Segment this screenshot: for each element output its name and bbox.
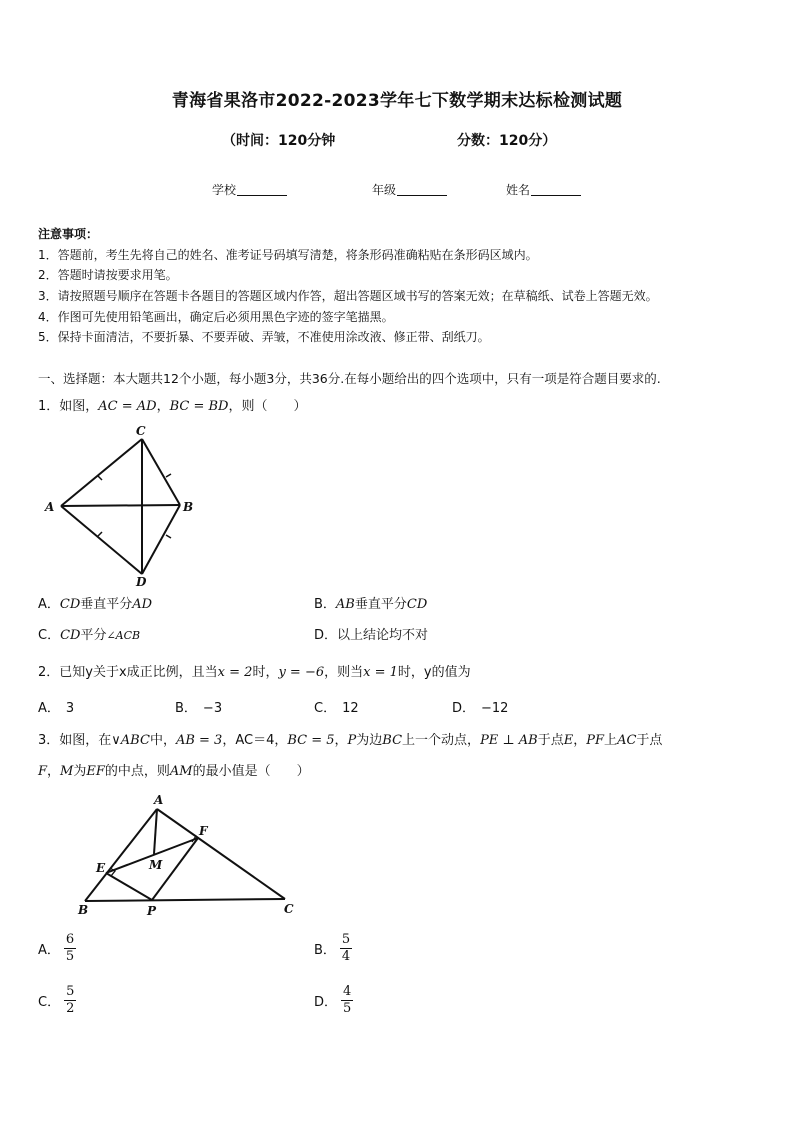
q2-option-b[interactable] — [175, 697, 222, 716]
grade-blank — [397, 183, 447, 196]
grade-label: 年级 — [372, 183, 397, 197]
name-blank — [531, 183, 581, 196]
option-key: B． — [314, 943, 336, 958]
option-key: A． — [38, 943, 60, 958]
q2-text: ，则当 — [324, 665, 364, 680]
q2-text: 2．已知y关于x成正比例，且当 — [38, 665, 218, 680]
q3-math: E — [563, 733, 574, 748]
denominator: 5 — [65, 949, 75, 964]
option-text: 垂直平分 — [80, 597, 133, 612]
q3-text: 为边 — [356, 733, 383, 748]
exam-score: 分数：120分） — [457, 133, 557, 149]
q3-option-c[interactable] — [38, 984, 76, 1017]
q1-option-b[interactable] — [314, 593, 427, 612]
option-key: A． — [38, 597, 60, 612]
q3-text: ， — [573, 733, 587, 748]
segment-ac — [157, 809, 285, 899]
option-math: CD — [60, 628, 81, 643]
q3-math: BC — [382, 733, 403, 748]
segment-ab — [85, 809, 157, 901]
school-field — [212, 181, 287, 198]
denominator: 2 — [66, 1001, 75, 1016]
label-d: D — [136, 575, 147, 587]
fraction — [64, 984, 76, 1017]
option-text: 以上结论均不对 — [337, 628, 429, 643]
q3-text: 上 — [604, 733, 618, 748]
option-value: 12 — [342, 701, 359, 716]
q3-text: ，AC＝4， — [222, 733, 288, 748]
q3-math: EF — [86, 764, 105, 779]
label-a: A — [154, 793, 164, 807]
segment-bc — [85, 899, 285, 901]
fraction — [64, 932, 76, 965]
segment-pe — [106, 873, 152, 900]
q3-option-d[interactable] — [314, 984, 353, 1017]
grade-field — [372, 181, 447, 198]
notice-item: 1．答题前，考生先将自己的姓名、准考证号码填写清楚，将条形码准确粘贴在条形码区域内。 — [38, 248, 538, 262]
q3-text: ， — [47, 764, 61, 779]
name-field — [506, 181, 581, 198]
option-value: −3 — [202, 701, 223, 716]
option-key: D． — [314, 995, 338, 1010]
q3-text: 上一个动点， — [402, 733, 481, 748]
numerator: 5 — [66, 984, 75, 999]
q3-text: 中， — [149, 733, 176, 748]
option-text: 垂直平分 — [354, 597, 407, 612]
q1-quadrilateral — [61, 439, 180, 574]
notice-item: 4．作图可先使用铅笔画出，确定后必须用黑色字迹的签字笔描黑。 — [38, 310, 394, 324]
q3-text: 3．如图，在 — [38, 733, 112, 748]
option-key: A． — [38, 701, 60, 716]
numerator: 4 — [343, 984, 352, 999]
option-key: D． — [314, 628, 338, 643]
option-key: C． — [38, 628, 61, 643]
option-key: C． — [314, 701, 337, 716]
segment-am — [154, 809, 157, 854]
option-text: 平分 — [80, 628, 107, 643]
q2-text: 时， — [252, 665, 279, 680]
q3-text: 的中点，则 — [104, 764, 170, 779]
q3-text: ， — [334, 733, 348, 748]
segment-ab — [61, 505, 180, 506]
q3-math: AC — [617, 733, 637, 748]
q2-math: x = 1 — [363, 665, 398, 680]
q1-option-c[interactable] — [38, 624, 140, 643]
q3-math: PF — [586, 733, 605, 748]
label-b: B — [78, 903, 89, 917]
q1-tail: ，则（ ） — [228, 399, 307, 414]
segment-da — [61, 506, 142, 574]
option-key: B． — [314, 597, 336, 612]
option-math: ∠ACB — [106, 629, 141, 642]
q1-cond1: AC = AD — [98, 399, 157, 414]
notice-item: 3．请按照题号顺序在答题卡各题目的答题区域内作答，超出答题区域书写的答案无效；在草稿纸、试卷上答题无效。 — [38, 289, 658, 303]
option-value: 3 — [65, 701, 75, 716]
q2-math: x = 2 — [217, 665, 253, 680]
segment-cb — [142, 439, 180, 505]
section-heading: 一、选择题：本大题共12个小题，每小题3分，共36分.在每小题给出的四个选项中，只有一项是符合题目要求的. — [38, 371, 661, 386]
denominator: 4 — [341, 949, 351, 964]
q3-option-a[interactable] — [38, 932, 76, 965]
notice-item: 5．保持卡面清洁，不要折暴、不要弄破、弄皱，不准使用涂改液、修正带、刮纸刀。 — [38, 330, 490, 344]
q3-math: M — [60, 764, 74, 779]
q1-option-a[interactable] — [38, 593, 152, 612]
numerator: 6 — [65, 932, 75, 947]
option-math: AB — [335, 597, 355, 612]
school-label: 学校 — [212, 183, 237, 197]
q3-text: 于点 — [636, 733, 663, 748]
option-value: −12 — [481, 701, 509, 716]
q3-math: P — [347, 733, 357, 748]
label-p: P — [147, 904, 157, 918]
q3-math: BC = 5 — [287, 733, 335, 748]
q1-cond2: BC = BD — [169, 399, 229, 414]
q2-math: y = −6 — [278, 665, 325, 680]
segment-bd — [142, 505, 180, 574]
q3-text: 为 — [73, 764, 87, 779]
option-key: C． — [38, 995, 61, 1010]
label-c: C — [136, 424, 146, 438]
fraction — [341, 984, 353, 1017]
option-key: D． — [452, 701, 476, 716]
option-math: CD — [406, 597, 428, 612]
label-a: A — [45, 500, 55, 514]
q2-option-a[interactable] — [38, 697, 74, 716]
q3-text: 于点 — [537, 733, 564, 748]
q2-option-c[interactable] — [314, 697, 359, 716]
numerator: 5 — [341, 932, 351, 947]
q2-text: 时，y的值为 — [397, 665, 471, 680]
label-m: M — [149, 858, 163, 872]
q1-option-d[interactable] — [314, 624, 428, 643]
q3-figure — [70, 790, 310, 920]
fraction — [340, 932, 352, 965]
q1-sep: ， — [156, 399, 170, 414]
option-key: B． — [175, 701, 197, 716]
name-label: 姓名 — [506, 183, 531, 197]
segment-ac — [61, 439, 142, 506]
q3-math: AB = 3 — [175, 733, 223, 748]
q3-triangle — [85, 809, 285, 901]
q3-math: F — [38, 764, 48, 779]
q2-option-d[interactable] — [452, 697, 508, 716]
q3-math: PE ⊥ AB — [480, 733, 538, 748]
label-f: F — [199, 824, 208, 838]
q3-math: AM — [169, 764, 193, 779]
question-3-line-2 — [38, 760, 310, 779]
q1-figure — [40, 422, 200, 587]
notice-item: 2．答题时请按要求用笔。 — [38, 268, 178, 282]
school-blank — [237, 183, 287, 196]
label-c: C — [284, 902, 294, 916]
label-e: E — [96, 861, 106, 875]
label-b: B — [183, 500, 194, 514]
page-title: 青海省果洛市2022-2023学年七下数学期末达标检测试题 — [171, 91, 623, 111]
q3-math: ∨ABC — [111, 733, 150, 748]
q1-prefix: 1．如图， — [38, 399, 99, 414]
q3-text: 的最小值是（ ） — [192, 764, 310, 779]
question-2 — [38, 661, 471, 680]
option-math: AD — [132, 597, 153, 612]
denominator: 5 — [343, 1001, 352, 1016]
q3-option-b[interactable] — [314, 932, 352, 965]
notice-heading: 注意事项： — [38, 227, 99, 241]
option-math: CD — [59, 597, 81, 612]
question-3-line-1 — [38, 729, 662, 748]
question-1 — [38, 395, 307, 414]
exam-time: （时间：120分钟 — [222, 133, 336, 149]
